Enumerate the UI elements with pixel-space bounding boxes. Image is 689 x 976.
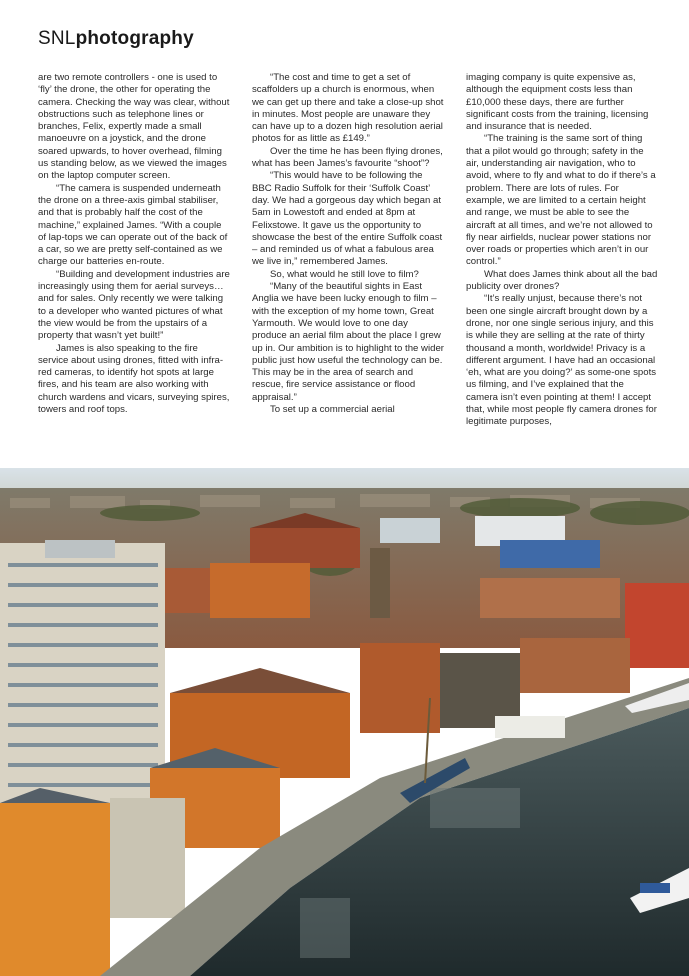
paragraph: James is also speaking to the fire service about using drones, fitted with infra-red cameras, to identify hot spots at large fires, and his team are also working with church wardens and vicars, surveying spires, towers and roof tops. bbox=[38, 342, 230, 416]
paragraph: What does James think about all the bad publicity over drones? bbox=[466, 268, 658, 293]
paragraph: So, what would he still love to film? bbox=[270, 268, 419, 280]
paragraph: Over the time he has been flying drones, what has been James’s favourite “shoot”? bbox=[252, 145, 443, 170]
column-2 bbox=[252, 72, 444, 452]
brand-bold: photography bbox=[75, 28, 194, 49]
paragraph: “Building and development industries are increasingly using them for aerial surveys… and for sales. Only recently we were talking to a developer who wanted pictures of what the view would be from the upstairs of a property that wasn’t yet built!” bbox=[38, 268, 230, 342]
brand-light: SNL bbox=[38, 28, 76, 49]
paragraph: imaging company is quite expensive as, although the equipment costs less than £10,000 these days, there are further significant costs from the training, licensing and insurance that is needed. bbox=[466, 72, 649, 133]
paragraph: are two remote controllers - one is used to ‘fly’ the drone, the other for operating the camera. Checking the way was clear, without obstructions such as telephone lines or branches, Felix, expertly made a small manoeuvre on a joystick, and the drone soared upwards, to hover overhead, filming us standing below, as we viewed the images on the laptop computer screen. bbox=[38, 72, 230, 182]
paragraph: “The cost and time to get a set of scaffolders up a church is enormous, when we can get up there and take a close-up shot in minutes. Most people are unaware they can have up to a dozen high resolution aerial photos for as little as £149.” bbox=[252, 72, 444, 145]
aerial-harbour-photo bbox=[0, 468, 689, 976]
paragraph: “This would have to be following the BBC Radio Suffolk for their ‘Suffolk Coast’ day. We had a gorgeous day which began at 5am in Lowestoft and ended at 8pm at Felixstowe. It gave us the opportunity to showcase the best of the entire Suffolk coast – and reminded us of what a fabulous area we live in,” remembered James. bbox=[252, 170, 443, 268]
paragraph: “The training is the same sort of thing that a pilot would go through; safety in the air, understanding air navigation, who to avoid, where to fly and what to do if there’s a problem. There are lots of rules. For example, we are limited to a certain height and range, we must be able to see the aircraft at all times, and we’re not allowed to fly near airfields, nuclear power stations nor over roads or properties which aren’t in our control.” bbox=[466, 133, 656, 268]
paragraph: “Many of the beautiful sights in East Anglia we have been lucky enough to film – with the exception of my home town, Great Yarmouth. We would love to one day produce an aerial film about the place I grew up in. Our ambition is to highlight to the wider public just how useful the technology can be. This may be in the area of search and rescue, fire service assistance or flood appraisal.” bbox=[252, 281, 444, 403]
masthead-logo bbox=[38, 28, 194, 50]
paragraph: “It’s really unjust, because there’s not been one single aircraft brought down by a drone, nor one single serious injury, and this is while they are selling at the rate of thirty thousand a month, worldwide! Privacy is a different argument. I have had an occasional ‘eh, what are you doing?’ as some-one spots us filming, and I’ve explained that the camera isn’t even pointing at them! I accept that, while most people fly camera drones for legitimate purposes, bbox=[466, 293, 657, 428]
article-columns bbox=[38, 72, 658, 452]
paragraph: To set up a commercial aerial bbox=[270, 404, 395, 416]
paragraph: “The camera is suspended underneath the drone on a three-axis gimbal stabiliser, and that is probably half the cost of the machine,” explained James. “With a couple of lap-tops we can operate out of the back of a car, so we are pretty self-contained as we charge our batteries en-route. bbox=[38, 182, 228, 268]
column-3 bbox=[466, 72, 658, 452]
column-1 bbox=[38, 72, 230, 452]
